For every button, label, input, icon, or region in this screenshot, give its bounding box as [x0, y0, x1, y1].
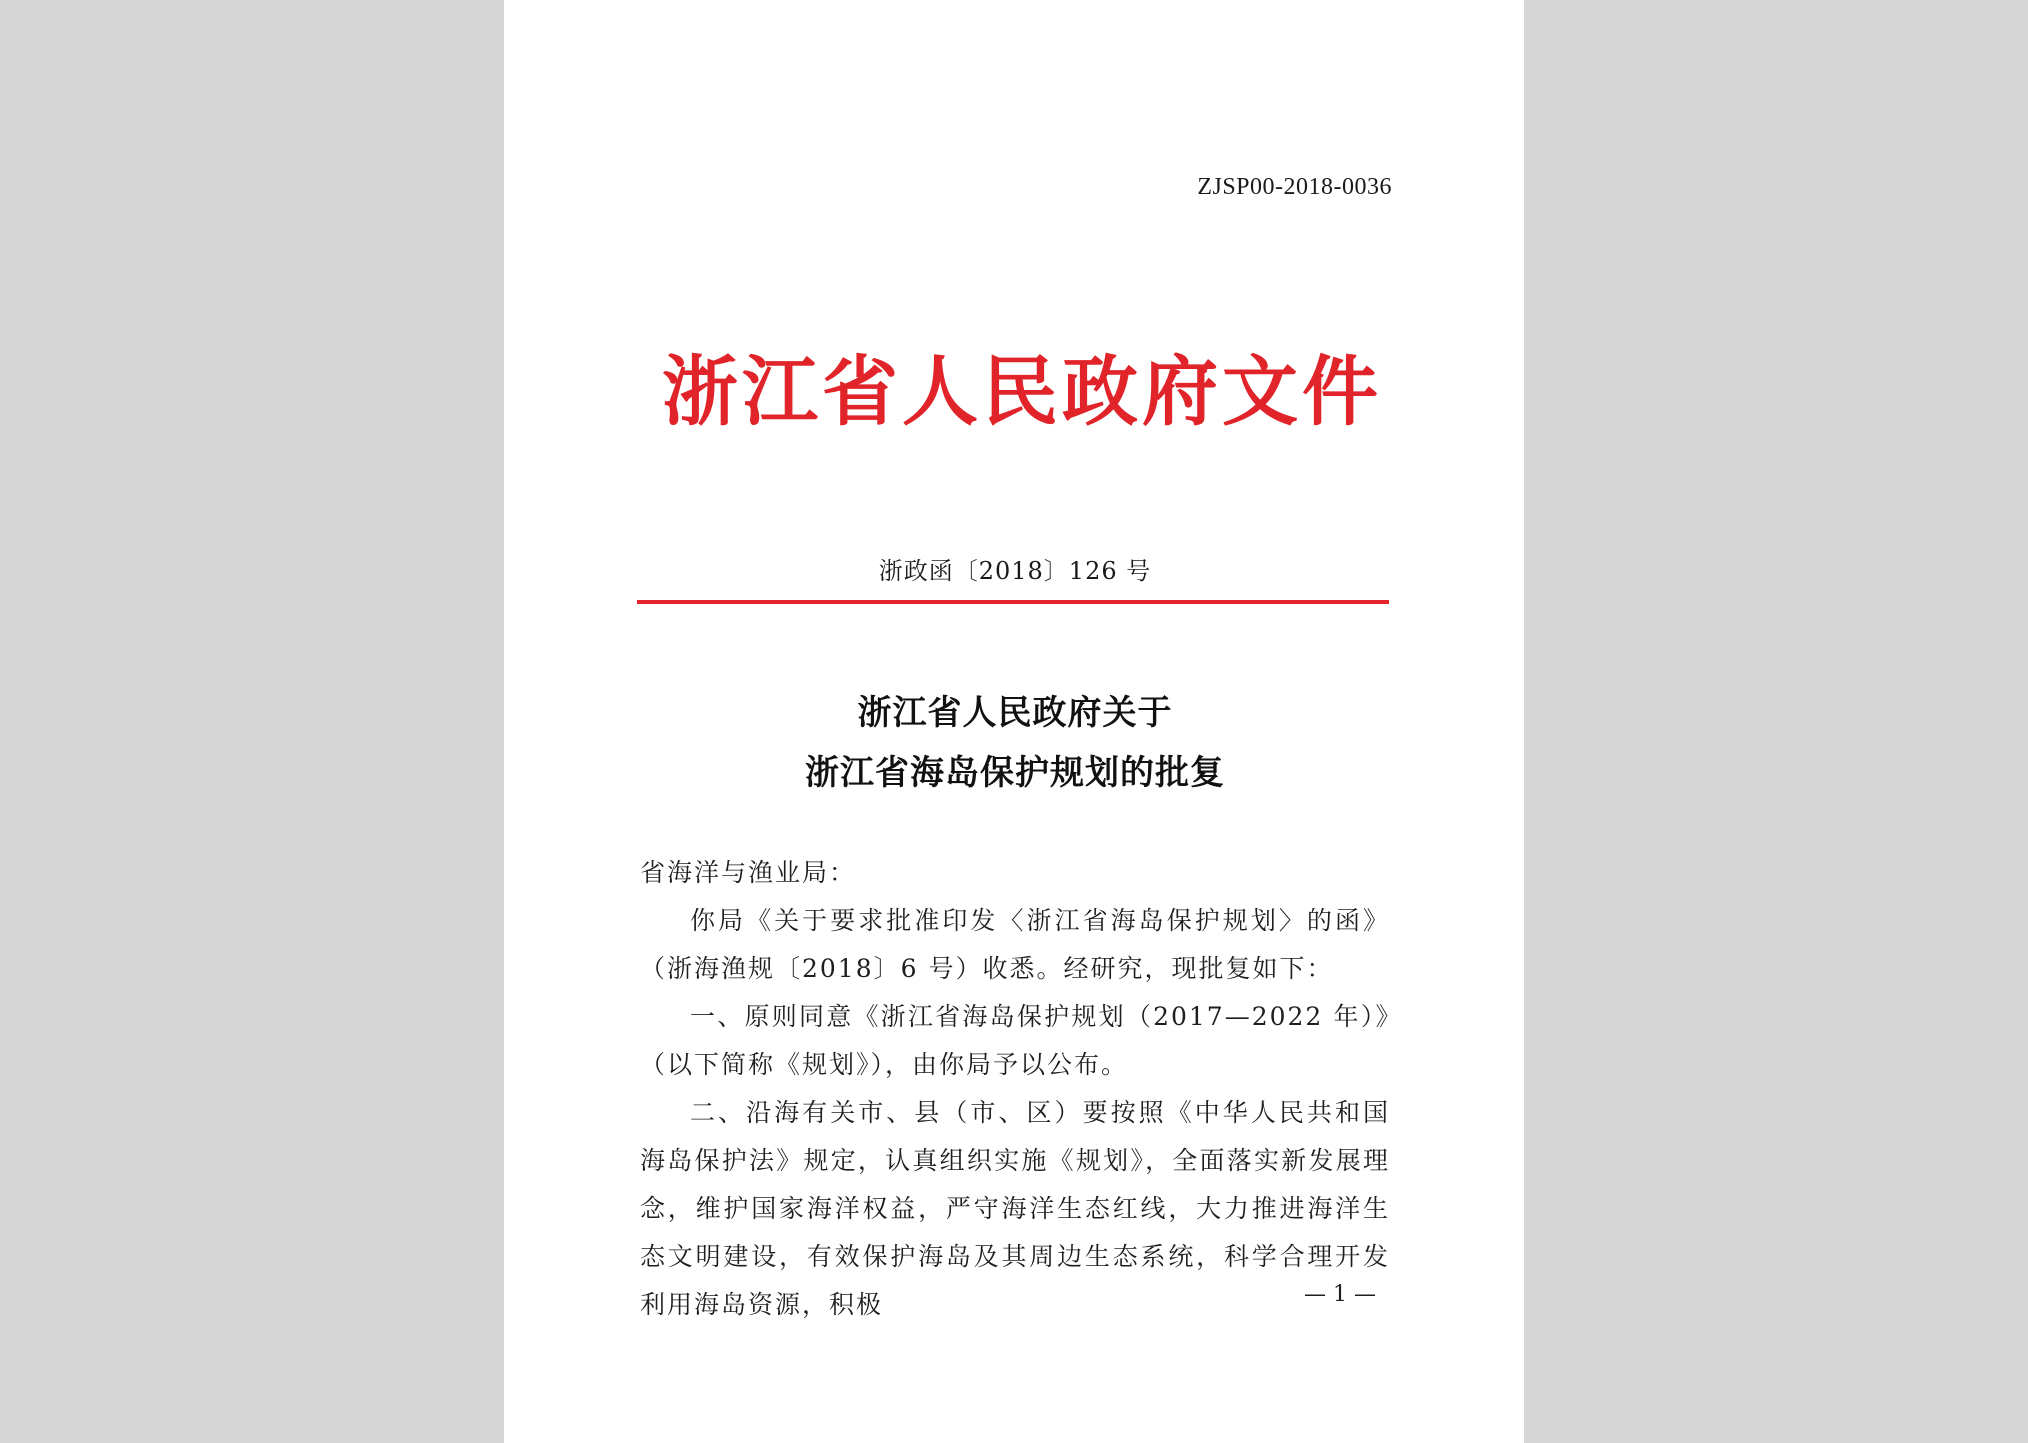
- body-paragraph-3: 二、沿海有关市、县（市、区）要按照《中华人民共和国海岛保护法》规定，认真组织实施《规划》，全面落实新发展理念，维护国家海洋权益，严守海洋生态红线，大力推进海洋生态文明建设，有效保护海岛及其周边生态系统，科学合理开发利用海岛资源，积极: [640, 1098, 1390, 1319]
- document-number: 浙政函〔2018〕126 号: [878, 557, 1152, 585]
- body-paragraph-2: 一、原则同意《浙江省海岛保护规划（2017—2022 年）》（以下简称《规划》），由你局予以公布。: [640, 1002, 1390, 1079]
- document-title: [640, 683, 1390, 803]
- document-body: [640, 849, 1390, 1329]
- page-number: — 1 —: [1304, 1282, 1376, 1307]
- masthead-title: 浙江省人民政府文件: [662, 347, 1382, 436]
- document-code: ZJSP00-2018-0036: [1197, 174, 1392, 200]
- body-paragraph-1: 你局《关于要求批准印发〈浙江省海岛保护规划〉的函》（浙海渔规〔2018〕6 号）收悉。经研究，现批复如下：: [640, 906, 1390, 983]
- addressee: 省海洋与渔业局：: [640, 858, 857, 887]
- document-title-line-1: 浙江省人民政府关于: [857, 693, 1173, 733]
- document-title-line-2: 浙江省海岛保护规划的批复: [805, 753, 1225, 793]
- red-divider: [637, 600, 1389, 604]
